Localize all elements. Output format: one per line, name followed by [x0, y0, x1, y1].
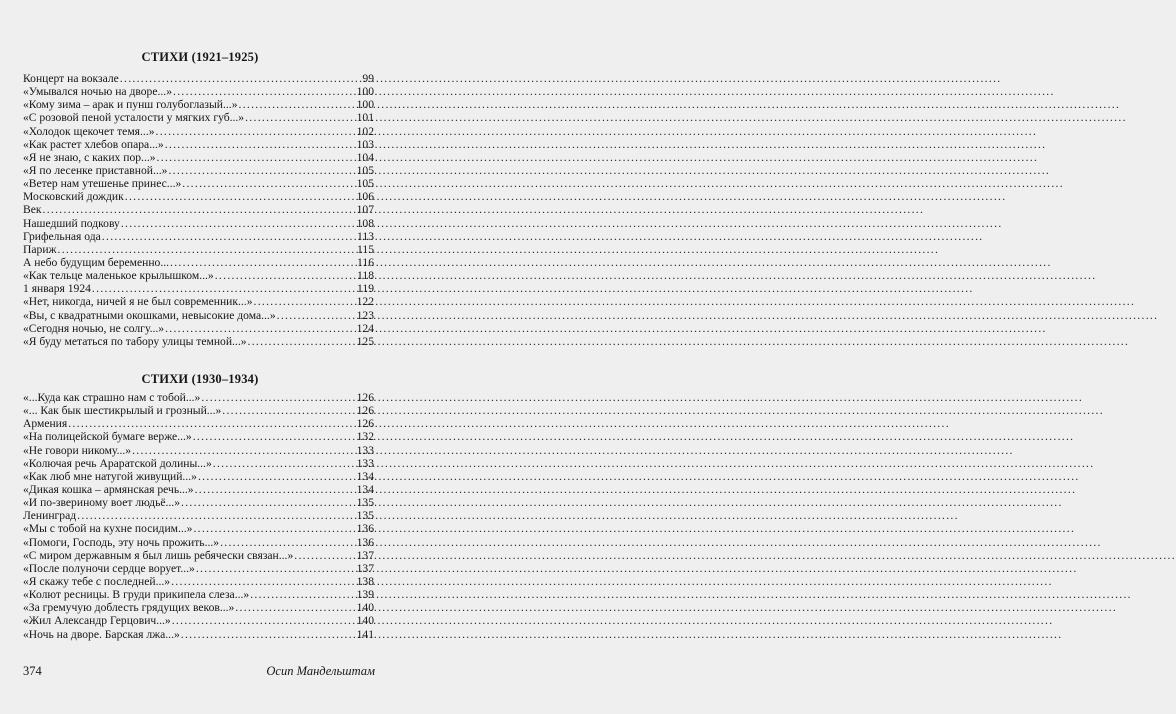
dot-leader [248, 335, 356, 348]
toc-entry-page: 136 [356, 522, 374, 536]
toc-entry [23, 190, 374, 203]
toc-entry-page: 125 [356, 334, 374, 348]
toc-entry-page: 107 [356, 203, 374, 217]
toc-entry-page: 135 [356, 496, 374, 510]
toc-entry-title: «После полуночи сердце ворует...» [23, 561, 195, 575]
toc-entry [23, 309, 374, 322]
toc-entry [23, 138, 374, 151]
toc-entry-page: 108 [356, 216, 374, 230]
toc-entry [23, 628, 374, 641]
dot-leader [235, 601, 355, 614]
toc-entry-title: «За гремучую доблесть грядущих веков...» [23, 601, 235, 615]
toc-entry-title: «С миром державным я был лишь ребячески связан...» [23, 548, 294, 562]
toc-entry-page: 115 [357, 242, 374, 256]
dot-leader [173, 85, 356, 98]
toc-section-1930-1934 [23, 391, 374, 641]
dot-leader [157, 151, 356, 164]
toc-entry [23, 391, 374, 404]
toc-entry [23, 601, 374, 614]
toc-entry-page: 126 [356, 417, 374, 431]
toc-entry [23, 256, 374, 269]
toc-entry [23, 522, 374, 535]
toc-entry [23, 470, 374, 483]
toc-entry-page: 105 [356, 163, 374, 177]
toc-entry [23, 269, 374, 282]
toc-entry [23, 164, 374, 177]
toc-entry-page: 134 [356, 482, 374, 496]
toc-entry-page: 106 [356, 190, 374, 204]
dot-leader [196, 562, 356, 575]
dot-leader [220, 536, 356, 549]
dot-leader [201, 391, 355, 404]
toc-entry-page: 133 [356, 443, 374, 457]
toc-entry-title: «И по-звериному воет людьё...» [23, 496, 181, 510]
toc-entry-title: «Не говори никому...» [23, 443, 132, 457]
toc-entry-page: 126 [356, 404, 374, 418]
toc-entry [23, 575, 374, 588]
toc-entry-title: «На полицейской бумаге верже...» [23, 430, 192, 444]
running-footer-author: Осип Мандельштам [266, 664, 375, 678]
toc-entry-title: «Ночь на дворе. Барская лжа...» [23, 627, 180, 641]
toc-entry-title: «Холодок щекочет темя...» [23, 124, 155, 138]
toc-entry-page: 126 [356, 391, 374, 404]
toc-entry-title: «Ветер нам утешенье принес...» [23, 177, 182, 191]
page-number: 374 [23, 664, 42, 678]
toc-entry-title: «Я буду метаться по табору улицы темной...» [23, 334, 247, 348]
toc-entry [23, 282, 374, 295]
toc-entry-title: Грифельная ода [23, 229, 101, 243]
toc-entry [23, 457, 374, 470]
toc-entry-page: 138 [356, 574, 374, 588]
toc-entry-page: 100 [356, 85, 374, 99]
book-page [0, 0, 400, 714]
toc-entry-title: Армения [23, 417, 68, 431]
toc-entry [23, 417, 374, 430]
dot-leader [121, 217, 356, 230]
toc-entry-title: Париж [23, 242, 57, 256]
toc-entry [23, 72, 374, 85]
dot-leader [222, 404, 355, 417]
toc-entry [23, 295, 374, 308]
toc-entry-title: «Мы с тобой на кухне посидим...» [23, 522, 193, 536]
dot-leader [170, 256, 356, 269]
toc-entry-page: 136 [356, 535, 374, 549]
toc-entry-page: 119 [357, 282, 374, 296]
toc-entry [23, 125, 374, 138]
dot-leader [43, 203, 356, 216]
toc-entry-title: «Нет, никогда, ничей я не был современник...» [23, 295, 253, 309]
toc-entry [23, 217, 374, 230]
toc-entry [23, 151, 374, 164]
toc-entry [23, 111, 374, 124]
toc-entry-page: 140 [356, 601, 374, 615]
toc-entry-title: Век [23, 203, 42, 217]
toc-entry [23, 536, 374, 549]
toc-entry-title: «Как тельце маленькое крылышком...» [23, 269, 214, 283]
toc-entry [23, 614, 374, 627]
dot-leader [239, 98, 356, 111]
section-title-1921-1925: СТИХИ (1921–1925) [141, 50, 259, 64]
dot-leader [254, 295, 356, 308]
dot-leader [294, 549, 355, 562]
toc-entry-title: Московский дождик [23, 190, 124, 204]
toc-entry-title: «С розовой пеной усталости у мягких губ...» [23, 111, 245, 125]
dot-leader [193, 522, 355, 535]
toc-entry-title: «Кому зима – арак и пунш голубоглазый...» [23, 98, 238, 112]
toc-entry [23, 85, 374, 98]
toc-entry [23, 562, 374, 575]
toc-entry-title: «Жил Александр Герцович...» [23, 614, 171, 628]
toc-entry-page: 133 [356, 456, 374, 470]
toc-entry [23, 404, 374, 417]
toc-entry [23, 444, 374, 457]
dot-leader [58, 243, 357, 256]
dot-leader [120, 72, 362, 85]
toc-entry-title: «Я не знаю, с каких пор...» [23, 150, 156, 164]
toc-entry-page: 99 [362, 72, 374, 85]
dot-leader [165, 138, 356, 151]
toc-section-1921-1925 [23, 72, 374, 348]
dot-leader [156, 125, 356, 138]
dot-leader [125, 190, 356, 203]
toc-entry-page: 113 [357, 229, 374, 243]
toc-entry-page: 141 [356, 627, 374, 641]
dot-leader [165, 322, 356, 335]
toc-entry [23, 98, 374, 111]
dot-leader [168, 164, 355, 177]
section-title-1930-1934: СТИХИ (1930–1934) [141, 372, 259, 386]
toc-entry [23, 322, 374, 335]
toc-entry-page: 102 [356, 124, 374, 138]
dot-leader [277, 309, 356, 322]
toc-entry-title: «Как люб мне натугой живущий...» [23, 469, 197, 483]
dot-leader [92, 282, 356, 295]
toc-entry-page: 137 [356, 548, 374, 562]
toc-entry-page: 140 [356, 614, 374, 628]
toc-entry-page: 104 [356, 150, 374, 164]
dot-leader [195, 483, 356, 496]
dot-leader [193, 430, 356, 443]
toc-entry-title: «Я скажу тебе с последней...» [23, 574, 171, 588]
toc-entry [23, 335, 374, 348]
dot-leader [77, 509, 355, 522]
toc-entry [23, 496, 374, 509]
toc-entry-title: «Я по лесенке приставной...» [23, 163, 168, 177]
toc-entry-page: 132 [356, 430, 374, 444]
dot-leader [215, 269, 356, 282]
dot-leader [250, 588, 355, 601]
toc-entry [23, 509, 374, 522]
toc-entry-title: «Вы, с квадратными окошками, невысокие дома...» [23, 308, 276, 322]
dot-leader [181, 628, 356, 641]
toc-entry [23, 430, 374, 443]
toc-entry [23, 177, 374, 190]
toc-entry-page: 134 [356, 469, 374, 483]
toc-entry-title: «Дикая кошка – армянская речь...» [23, 482, 194, 496]
toc-entry-title: «Колючая речь Араратской долины...» [23, 456, 212, 470]
toc-entry-page: 137 [356, 561, 374, 575]
toc-entry-title: Концерт на вокзале [23, 72, 119, 85]
toc-entry-title: «Умывался ночью на дворе...» [23, 85, 172, 99]
toc-entry-page: 116 [357, 255, 374, 269]
dot-leader [102, 230, 356, 243]
toc-entry-page: 103 [356, 137, 374, 151]
toc-entry [23, 243, 374, 256]
toc-entry [23, 230, 374, 243]
toc-entry-page: 105 [356, 177, 374, 191]
toc-entry-title: «... Как бык шестикрылый и грозный...» [23, 404, 222, 418]
toc-entry [23, 588, 374, 601]
toc-entry-page: 135 [356, 509, 374, 523]
toc-entry [23, 203, 374, 216]
dot-leader [245, 111, 356, 124]
toc-entry-page: 101 [356, 111, 374, 125]
toc-entry-page: 123 [356, 308, 374, 322]
toc-entry-title: «Помоги, Господь, эту ночь прожить...» [23, 535, 220, 549]
toc-entry-title: 1 января 1924 [23, 282, 91, 296]
toc-entry [23, 549, 374, 562]
toc-entry-title: «Колют ресницы. В груди прикипела слеза...» [23, 588, 250, 602]
dot-leader [171, 575, 356, 588]
dot-leader [198, 470, 356, 483]
toc-entry-title: Нашедший подкову [23, 216, 120, 230]
dot-leader [182, 177, 355, 190]
toc-entry-title: «Сегодня ночью, не солгу...» [23, 321, 165, 335]
dot-leader [68, 417, 355, 430]
toc-entry-page: 100 [356, 98, 374, 112]
toc-entry-page: 122 [356, 295, 374, 309]
toc-entry-title: «...Куда как страшно нам с тобой...» [23, 391, 201, 404]
toc-entry-page: 118 [357, 269, 374, 283]
dot-leader [172, 614, 356, 627]
toc-entry-title: «Как растет хлебов опара...» [23, 137, 164, 151]
toc-entry-title: А небо будущим беременно... [23, 255, 170, 269]
dot-leader [213, 457, 356, 470]
toc-entry-page: 124 [356, 321, 374, 335]
toc-entry-page: 139 [356, 588, 374, 602]
toc-entry [23, 483, 374, 496]
dot-leader [181, 496, 356, 509]
dot-leader [132, 444, 356, 457]
toc-entry-title: Ленинград [23, 509, 77, 523]
